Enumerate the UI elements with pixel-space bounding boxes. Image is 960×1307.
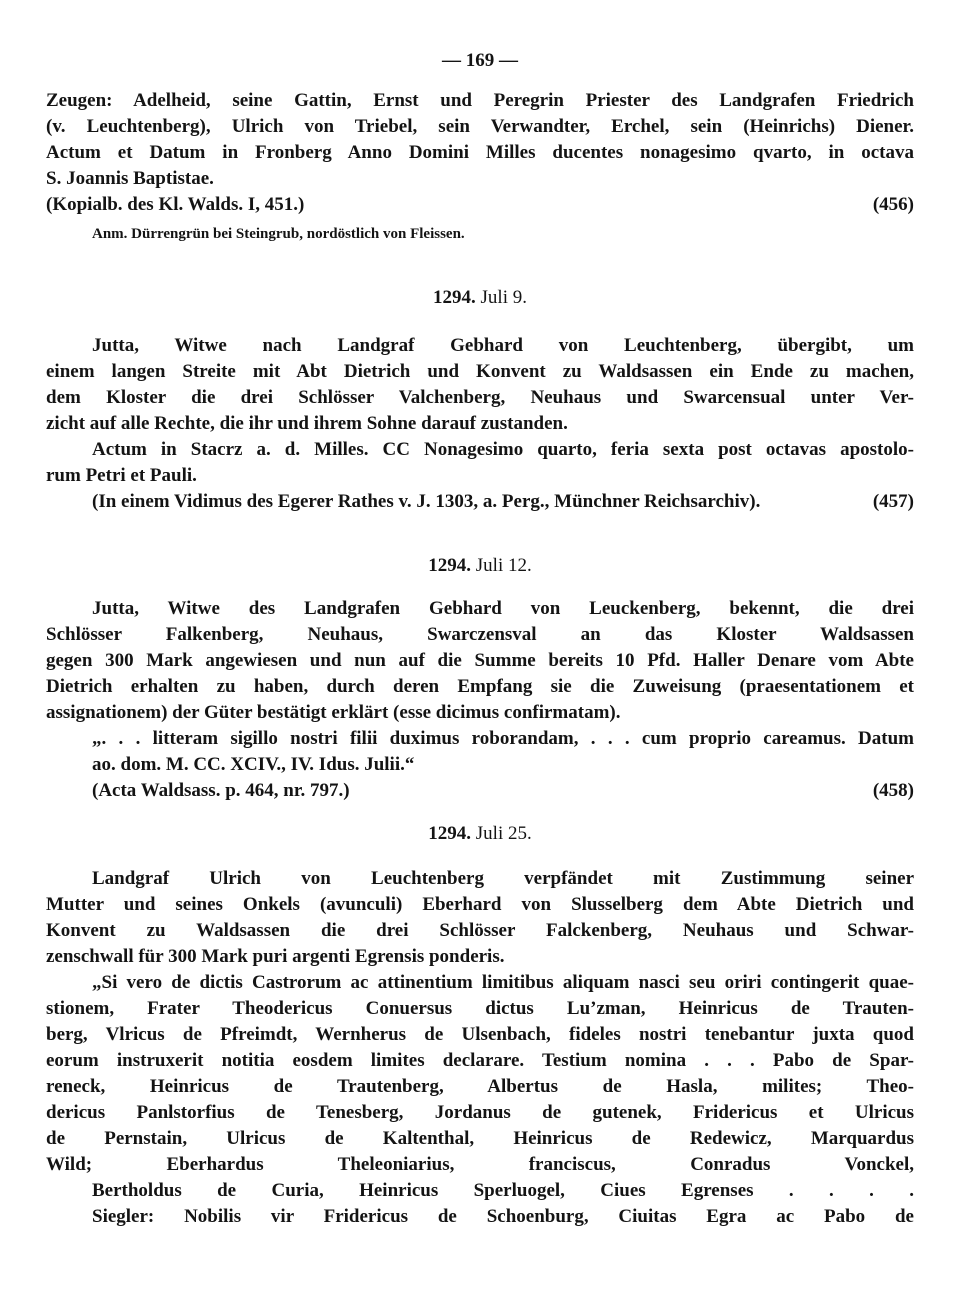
document-456 [46,88,914,244]
text-line: Wild; Eberhardus Theleoniarius, franciscus, Conradus Vonckel, [46,1154,914,1175]
text-line: de Pernstain, Ulricus de Kaltenthal, Heinricus de Redewicz, Marquardus [46,1128,914,1149]
document-date [0,285,960,311]
source-row [46,778,914,804]
text-line: Jutta, Witwe nach Landgraf Gebhard von Leuchtenberg, übergibt, um [92,335,914,356]
text-line: Schlösser Falkenberg, Neuhaus, Swarczensval an das Kloster Waldsassen [46,624,914,645]
text-line: Actum in Stacrz a. d. Milles. CC Nonagesimo quarto, feria sexta post octavas apostolo- [92,439,914,460]
date-year: 1294. [428,555,472,576]
text-line: Actum et Datum in Fronberg Anno Domini Milles ducentes nonagesimo qvarto, in octava [46,142,914,163]
text-line: zicht auf alle Rechte, die ihr und ihrem Sohne darauf zustanden. [46,413,568,434]
text-line: „Si vero de dictis Castrorum ac attinentium limitibus aliquam nasci seu oriri contingerit quae- [92,972,914,993]
date-day: Juli 25. [475,823,532,844]
text-line: (v. Leuchtenberg), Ulrich von Triebel, sein Verwandter, Erchel, sein (Heinrichs) Diener. [46,116,914,137]
document-date [0,553,960,579]
source-row [46,192,914,218]
text-line: reneck, Heinricus de Trautenberg, Albertus de Hasla, milites; Theo- [46,1076,914,1097]
text-line: einem langen Streite mit Abt Dietrich und Konvent zu Waldsassen ein Ende zu machen, [46,361,914,382]
document-number: (456) [872,194,914,215]
text-line: Jutta, Witwe des Landgrafen Gebhard von Leuckenberg, bekennt, die drei [92,598,914,619]
text-line: gegen 300 Mark angewiesen und nun auf die Summe bereits 10 Pfd. Haller Denare vom Abte [46,650,914,671]
document-457 [46,333,914,515]
document-458 [46,596,914,804]
text-line: dericus Panlstorfius de Tenesberg, Jordanus de gutenek, Fridericus et Ulricus [46,1102,914,1123]
document-number: (458) [872,780,914,801]
text-line: rum Petri et Pauli. [46,465,197,486]
document-date [0,821,960,847]
text-line: Dietrich erhalten zu haben, durch deren Empfang sie die Zuweisung (praesentationem et [46,676,914,697]
date-day: Juli 9. [480,287,527,308]
text-line: dem Kloster die drei Schlösser Valchenberg, Neuhaus und Swarcensual unter Ver- [46,387,914,408]
source-reference: (In einem Vidimus des Egerer Rathes v. J. 1303, a. Perg., Münchner Reichsarchiv). [92,491,761,512]
source-row [46,489,914,515]
text-line: assignationem) der Güter bestätigt erklärt (esse dicimus confirmatam). [46,702,621,723]
annotation-note: Anm. Dürrengrün bei Steingrub, nordöstlich von Fleissen. [92,226,465,242]
text-line: ao. dom. M. CC. XCIV., IV. Idus. Julii.“ [92,754,415,775]
text-line: Landgraf Ulrich von Leuchtenberg verpfändet mit Zustimmung seiner [92,868,914,889]
text-line: S. Joannis Baptistae. [46,168,214,189]
text-line: eorum instruxerit notitia eosdem limites declarare. Testium nomina . . . Pabo de Spar- [46,1050,914,1071]
text-line: Mutter und seines Onkels (avunculi) Eberhard von Slusselberg dem Abte Dietrich und [46,894,914,915]
text-line: Siegler: Nobilis vir Fridericus de Schoenburg, Ciuitas Egra ac Pabo de [92,1206,914,1227]
text-line: „. . . litteram sigillo nostri filii duximus roborandam, . . . cum proprio careamus. Datum [92,728,914,749]
document-number: (457) [872,491,914,512]
document-459 [46,866,914,1230]
text-line: berg, Vlricus de Pfreimdt, Wernherus de Ulsenbach, fideles nostri tenebantur juxta quod [46,1024,914,1045]
page-number: — 169 — [442,50,518,71]
date-year: 1294. [428,823,472,844]
text-line: Zeugen: Adelheid, seine Gattin, Ernst und Peregrin Priester des Landgrafen Friedrich [46,90,914,111]
source-reference: (Acta Waldsass. p. 464, nr. 797.) [92,780,350,801]
text-line: Konvent zu Waldsassen die drei Schlösser Falckenberg, Neuhaus und Schwar- [46,920,914,941]
text-line: Bertholdus de Curia, Heinricus Sperluogel, Ciues Egrenses . . . . [92,1180,914,1201]
text-line: stionem, Frater Theodericus Conuersus dictus Lu’zman, Heinricus de Trauten- [46,998,914,1019]
date-day: Juli 12. [475,555,532,576]
source-reference: (Kopialb. des Kl. Walds. I, 451.) [46,194,305,215]
date-year: 1294. [433,287,476,308]
text-line: zenschwall für 300 Mark puri argenti Egrensis ponderis. [46,946,505,967]
